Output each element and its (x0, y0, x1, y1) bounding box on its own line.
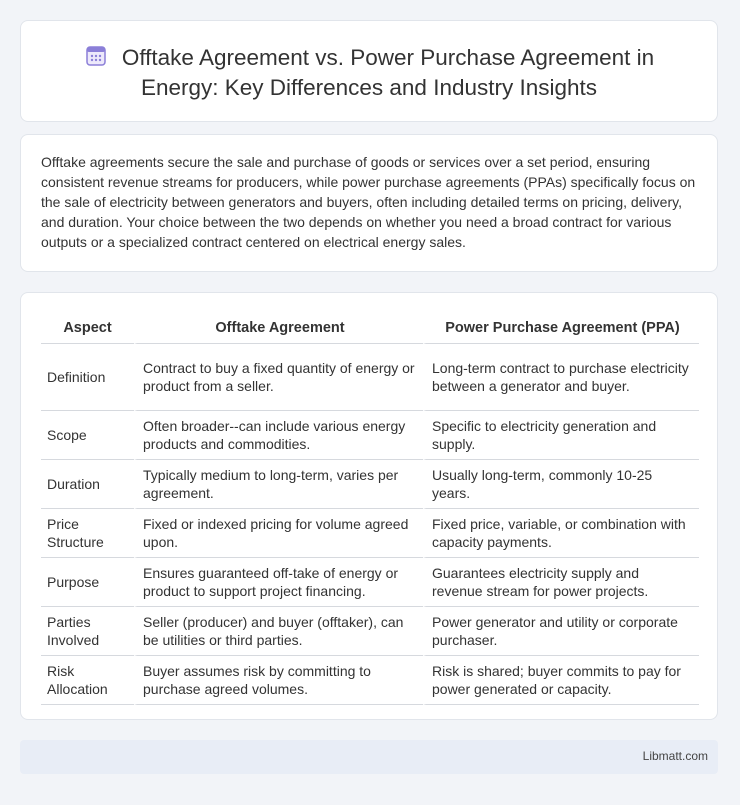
title-card (20, 20, 718, 122)
cell-ppa: Long-term contract to purchase electricity between a generator and buyer. (423, 344, 699, 411)
title-line-2: Energy: Key Differences and Industry Insights (140, 75, 598, 100)
header-ppa: Power Purchase Agreement (PPA) (423, 313, 699, 344)
cell-offtake: Buyer assumes risk by committing to purchase agreed volumes. (134, 656, 423, 705)
cell-aspect: Risk Allocation (41, 656, 134, 705)
cell-offtake: Typically medium to long-term, varies per agreement. (134, 460, 423, 509)
footer-site-link[interactable]: Libmatt.com (642, 749, 708, 763)
comparison-table (41, 313, 699, 705)
page-title (21, 43, 717, 103)
table-row (41, 460, 699, 509)
table-row (41, 558, 699, 607)
cell-offtake: Seller (producer) and buyer (offtaker), can be utilities or third parties. (134, 607, 423, 656)
cell-aspect: Price Structure (41, 509, 134, 558)
header-offtake: Offtake Agreement (134, 313, 423, 344)
footer-bar (20, 740, 718, 774)
cell-offtake: Ensures guaranteed off-take of energy or product to support project financing. (134, 558, 423, 607)
intro-paragraph: Offtake agreements secure the sale and purchase of goods or services over a set period, ensuring consistent revenue streams for producers, while power purchase agreements (PPAs) specifically focus on the sale of electricity between generators and buyers, often including detailed terms on pricing, delivery, and duration. Your choice between the two depends on whether you need a broad contract for various outputs or a specialized contract centered on electrical energy sales. (41, 154, 696, 250)
cell-ppa: Fixed price, variable, or combination with capacity payments. (423, 509, 699, 558)
cell-aspect: Duration (41, 460, 134, 509)
table-row (41, 509, 699, 558)
cell-aspect: Parties Involved (41, 607, 134, 656)
cell-offtake: Often broader--can include various energy products and commodities. (134, 411, 423, 460)
cell-ppa: Power generator and utility or corporate purchaser. (423, 607, 699, 656)
cell-ppa: Risk is shared; buyer commits to pay for power generated or capacity. (423, 656, 699, 705)
calendar-grid-icon (84, 44, 108, 68)
cell-aspect: Scope (41, 411, 134, 460)
cell-offtake: Contract to buy a fixed quantity of energy or product from a seller. (134, 344, 423, 411)
cell-ppa: Guarantees electricity supply and revenue stream for power projects. (423, 558, 699, 607)
cell-aspect: Definition (41, 344, 134, 411)
header-aspect: Aspect (41, 313, 134, 344)
cell-ppa: Usually long-term, commonly 10-25 years. (423, 460, 699, 509)
table-header-row (41, 313, 699, 344)
cell-ppa: Specific to electricity generation and supply. (423, 411, 699, 460)
table-row (41, 607, 699, 656)
title-line-1: Offtake Agreement vs. Power Purchase Agreement in (121, 45, 655, 70)
cell-offtake: Fixed or indexed pricing for volume agreed upon. (134, 509, 423, 558)
cell-aspect: Purpose (41, 558, 134, 607)
comparison-card (20, 292, 718, 720)
table-row (41, 344, 699, 411)
table-row (41, 656, 699, 705)
table-row (41, 411, 699, 460)
intro-card (20, 134, 718, 272)
